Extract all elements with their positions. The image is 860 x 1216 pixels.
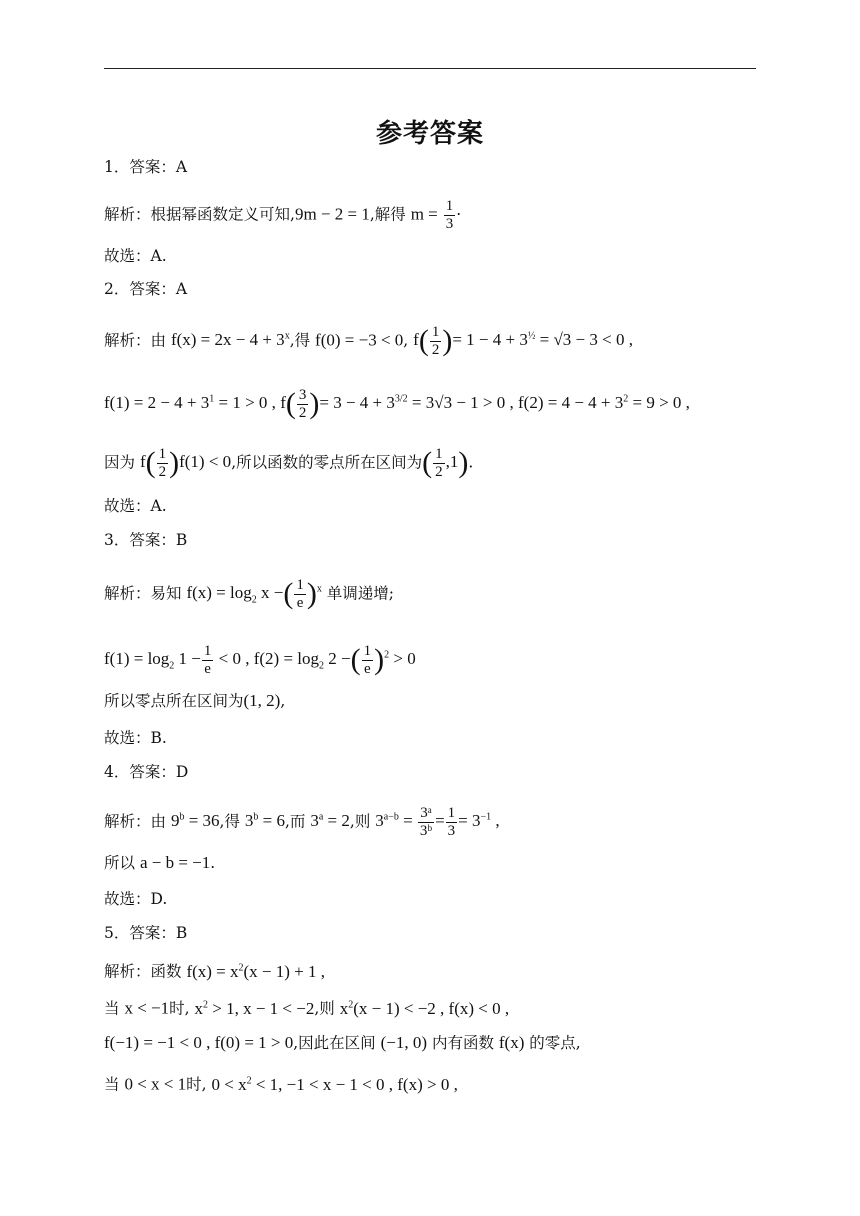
exponent: b <box>253 811 259 823</box>
text: ,则 <box>314 999 340 1018</box>
exponent: 2 <box>246 1075 252 1086</box>
math: f(0) = −3 < 0 <box>315 330 404 350</box>
exponent: 2 <box>238 962 244 973</box>
text: 当 <box>104 999 125 1018</box>
expr: = 3√3 − 1 > 0 , <box>407 393 514 413</box>
q2-line1 <box>104 324 633 359</box>
expr: 3 <box>310 811 319 831</box>
text: 当 <box>104 1075 125 1094</box>
subscript: 2 <box>251 594 257 606</box>
text: , <box>403 331 409 350</box>
q5-line3 <box>104 1033 581 1053</box>
paren: ) <box>458 446 469 480</box>
q2-answer: 2．答案：A <box>104 280 188 298</box>
fraction <box>430 324 442 359</box>
text: 内有函数 <box>427 1034 499 1052</box>
denominator: 2 <box>431 342 440 358</box>
expr: = 3 <box>458 811 481 831</box>
expr: ,1 <box>445 452 459 472</box>
math <box>104 387 690 421</box>
expr: 3 <box>375 811 384 831</box>
expr: f <box>413 330 419 350</box>
q3-line1 <box>104 577 394 612</box>
paren: ( <box>418 324 429 358</box>
denominator: 3ᵇ <box>419 823 433 839</box>
paren: ( <box>285 387 296 421</box>
q1-conclusion: 故选：A. <box>104 247 167 265</box>
expr: = 36 <box>184 811 220 831</box>
expr: = 2 <box>323 811 350 831</box>
expr: f(1) = 2 − 4 + 3 <box>104 393 210 413</box>
expr: < 1, −1 < x − 1 < 0 , f(x) > 0 , <box>251 1074 458 1094</box>
q5-line1 <box>104 958 325 982</box>
q5-line4 <box>104 1071 458 1095</box>
math <box>413 324 633 358</box>
math: m = <box>410 204 438 224</box>
exponent: 1 <box>209 393 215 405</box>
q5-line2 <box>104 995 509 1019</box>
fraction <box>362 643 374 678</box>
expr: , <box>491 811 500 831</box>
text: ,得 <box>289 331 316 350</box>
text: · <box>456 205 462 224</box>
fraction <box>418 805 434 840</box>
text: ,所以函数的零点所在区间为 <box>231 453 423 472</box>
expr: 3 <box>244 811 254 831</box>
expr: f(1) = log <box>104 649 170 669</box>
expr: > 1, x − 1 < −2 <box>207 998 315 1018</box>
expr: f(x) = log <box>186 583 252 603</box>
expr: f <box>139 452 146 472</box>
exponent: a <box>318 811 324 823</box>
paren: ) <box>306 577 317 611</box>
expr: f <box>280 393 286 413</box>
numerator: 1 <box>203 643 212 659</box>
expr: f(1) < 0 <box>179 452 232 472</box>
exponent: 2 <box>384 649 390 661</box>
denominator: 2 <box>435 464 443 480</box>
subscript: 2 <box>319 660 325 672</box>
fraction <box>446 805 458 840</box>
math: f(−1) = −1 < 0 , f(0) = 1 > 0 <box>104 1033 294 1052</box>
text: 所以 <box>104 854 140 872</box>
paren: ) <box>374 643 385 677</box>
expr: > 0 <box>389 649 416 669</box>
denominator: 2 <box>158 464 167 480</box>
fraction <box>433 446 445 481</box>
expr: = √3 − 3 < 0 , <box>535 330 633 350</box>
q2-conclusion: 故选：A. <box>104 497 167 515</box>
text: ,解得 <box>369 205 411 224</box>
math <box>171 330 290 349</box>
exponent: b <box>179 811 185 823</box>
paren: ) <box>169 446 180 480</box>
page-title: 参考答案 <box>375 119 484 149</box>
denominator: e <box>364 661 371 677</box>
text: 时, <box>169 999 195 1018</box>
q3-answer: 3．答案：B <box>104 531 188 549</box>
paren: ( <box>283 577 294 611</box>
expr: 2 − <box>324 649 351 669</box>
subscript: 2 <box>169 660 175 672</box>
exponent: x <box>284 330 290 342</box>
exponent: x <box>316 583 322 595</box>
expr: = 6 <box>258 811 285 831</box>
numerator: 3 <box>298 387 307 403</box>
q3-conclusion: 故选：B. <box>104 729 167 747</box>
fraction <box>202 643 214 678</box>
text: ,而 <box>284 812 311 831</box>
expr: = 1 − 4 + 3 <box>452 330 528 350</box>
math: (−1, 0) <box>380 1033 428 1052</box>
math: (1, 2) <box>243 691 281 710</box>
text: . <box>210 854 216 872</box>
exponent: 3/2 <box>394 393 408 405</box>
text: 因为 <box>104 453 140 472</box>
expr: = 1 > 0 , <box>214 393 276 413</box>
expr: f(x) = 2x − 4 + 3 <box>170 330 285 350</box>
text: 解析：易知 <box>104 584 187 603</box>
q2-line3 <box>104 446 473 481</box>
exponent: ½ <box>527 330 536 342</box>
text: 时, <box>186 1075 212 1094</box>
q4-line1 <box>104 805 500 840</box>
denominator: 3 <box>445 216 454 232</box>
numerator: 1 <box>445 198 454 214</box>
text: . <box>468 453 474 472</box>
q4-answer: 4．答案：D <box>104 763 189 781</box>
math: f(x) <box>498 1033 525 1052</box>
text: ,得 <box>219 812 245 831</box>
math: 9m − 2 = 1 <box>294 204 370 224</box>
expr: = <box>435 811 445 831</box>
q5-answer: 5．答案：B <box>104 924 188 942</box>
text: 解析：根据幂函数定义可知, <box>104 205 295 224</box>
math <box>340 999 509 1018</box>
paren: ( <box>422 446 433 480</box>
paren: ) <box>442 324 453 358</box>
text: 解析：函数 <box>104 962 187 981</box>
fraction <box>297 387 309 422</box>
math <box>375 805 500 839</box>
denominator: e <box>204 661 211 677</box>
expr: 0 < x <box>211 1074 247 1094</box>
expr: 9 <box>170 811 180 831</box>
expr: = 9 > 0 , <box>628 393 690 413</box>
numerator: 1 <box>158 446 167 462</box>
expr: = <box>398 811 413 831</box>
fraction <box>157 446 169 481</box>
expr: f(2) = 4 − 4 + 3 <box>518 393 624 413</box>
numerator: 1 <box>447 805 456 821</box>
expr: x <box>339 998 349 1018</box>
header-rule <box>104 68 756 69</box>
q4-conclusion: 故选：D. <box>104 890 168 908</box>
math <box>186 577 322 611</box>
expr: (x − 1) < −2 , f(x) < 0 , <box>353 998 510 1018</box>
numerator: 1 <box>431 324 440 340</box>
math <box>211 1075 457 1094</box>
q1-answer: 1．答案：A <box>104 158 188 176</box>
text: 解析：由 <box>104 812 171 831</box>
numerator: 1 <box>296 577 304 593</box>
exponent: 2 <box>348 999 354 1010</box>
fraction <box>444 198 456 233</box>
numerator: 3ᵃ <box>418 805 434 823</box>
text: 解析：由 <box>104 331 171 350</box>
expr: f(2) = log <box>253 649 320 669</box>
expr: 1 − <box>174 649 201 669</box>
q2-line2 <box>104 387 690 422</box>
text: 的零点, <box>524 1034 581 1052</box>
math: x < −1 <box>124 998 170 1018</box>
expr: x − <box>256 583 284 603</box>
text: 单调递增; <box>321 584 394 603</box>
math <box>194 999 314 1018</box>
math <box>186 962 325 981</box>
paren: ( <box>145 446 156 480</box>
math <box>171 811 220 830</box>
math: a − b = −1 <box>139 853 211 872</box>
paren: ( <box>350 643 361 677</box>
expr: (x − 1) + 1 , <box>243 961 326 981</box>
text: , <box>280 692 286 710</box>
q4-line2 <box>104 853 215 873</box>
math: 0 < x < 1 <box>124 1074 187 1094</box>
denominator: 2 <box>298 405 307 421</box>
q3-line2 <box>104 643 416 678</box>
expr: < 0 , <box>214 649 250 669</box>
expr: x <box>194 998 203 1018</box>
q3-line3 <box>104 691 285 711</box>
exponent: 2 <box>202 999 208 1010</box>
exponent: a−b <box>383 811 399 823</box>
text: ,因此在区间 <box>293 1034 381 1052</box>
exponent: 2 <box>623 393 629 405</box>
paren: ) <box>309 387 320 421</box>
q1-analysis <box>104 198 461 233</box>
fraction <box>294 577 306 612</box>
exponent: −1 <box>480 811 492 823</box>
math <box>139 446 232 480</box>
expr: = 3 − 4 + 3 <box>319 393 395 413</box>
text: 所以零点所在区间为 <box>104 692 244 710</box>
math <box>310 811 350 830</box>
expr: f(x) = x <box>186 961 239 981</box>
math <box>245 811 285 830</box>
math <box>104 643 416 677</box>
denominator: e <box>296 595 304 611</box>
numerator: 1 <box>363 643 372 659</box>
text: ,则 <box>349 812 376 831</box>
denominator: 3 <box>447 823 456 839</box>
numerator: 1 <box>435 446 443 462</box>
math <box>422 446 469 480</box>
